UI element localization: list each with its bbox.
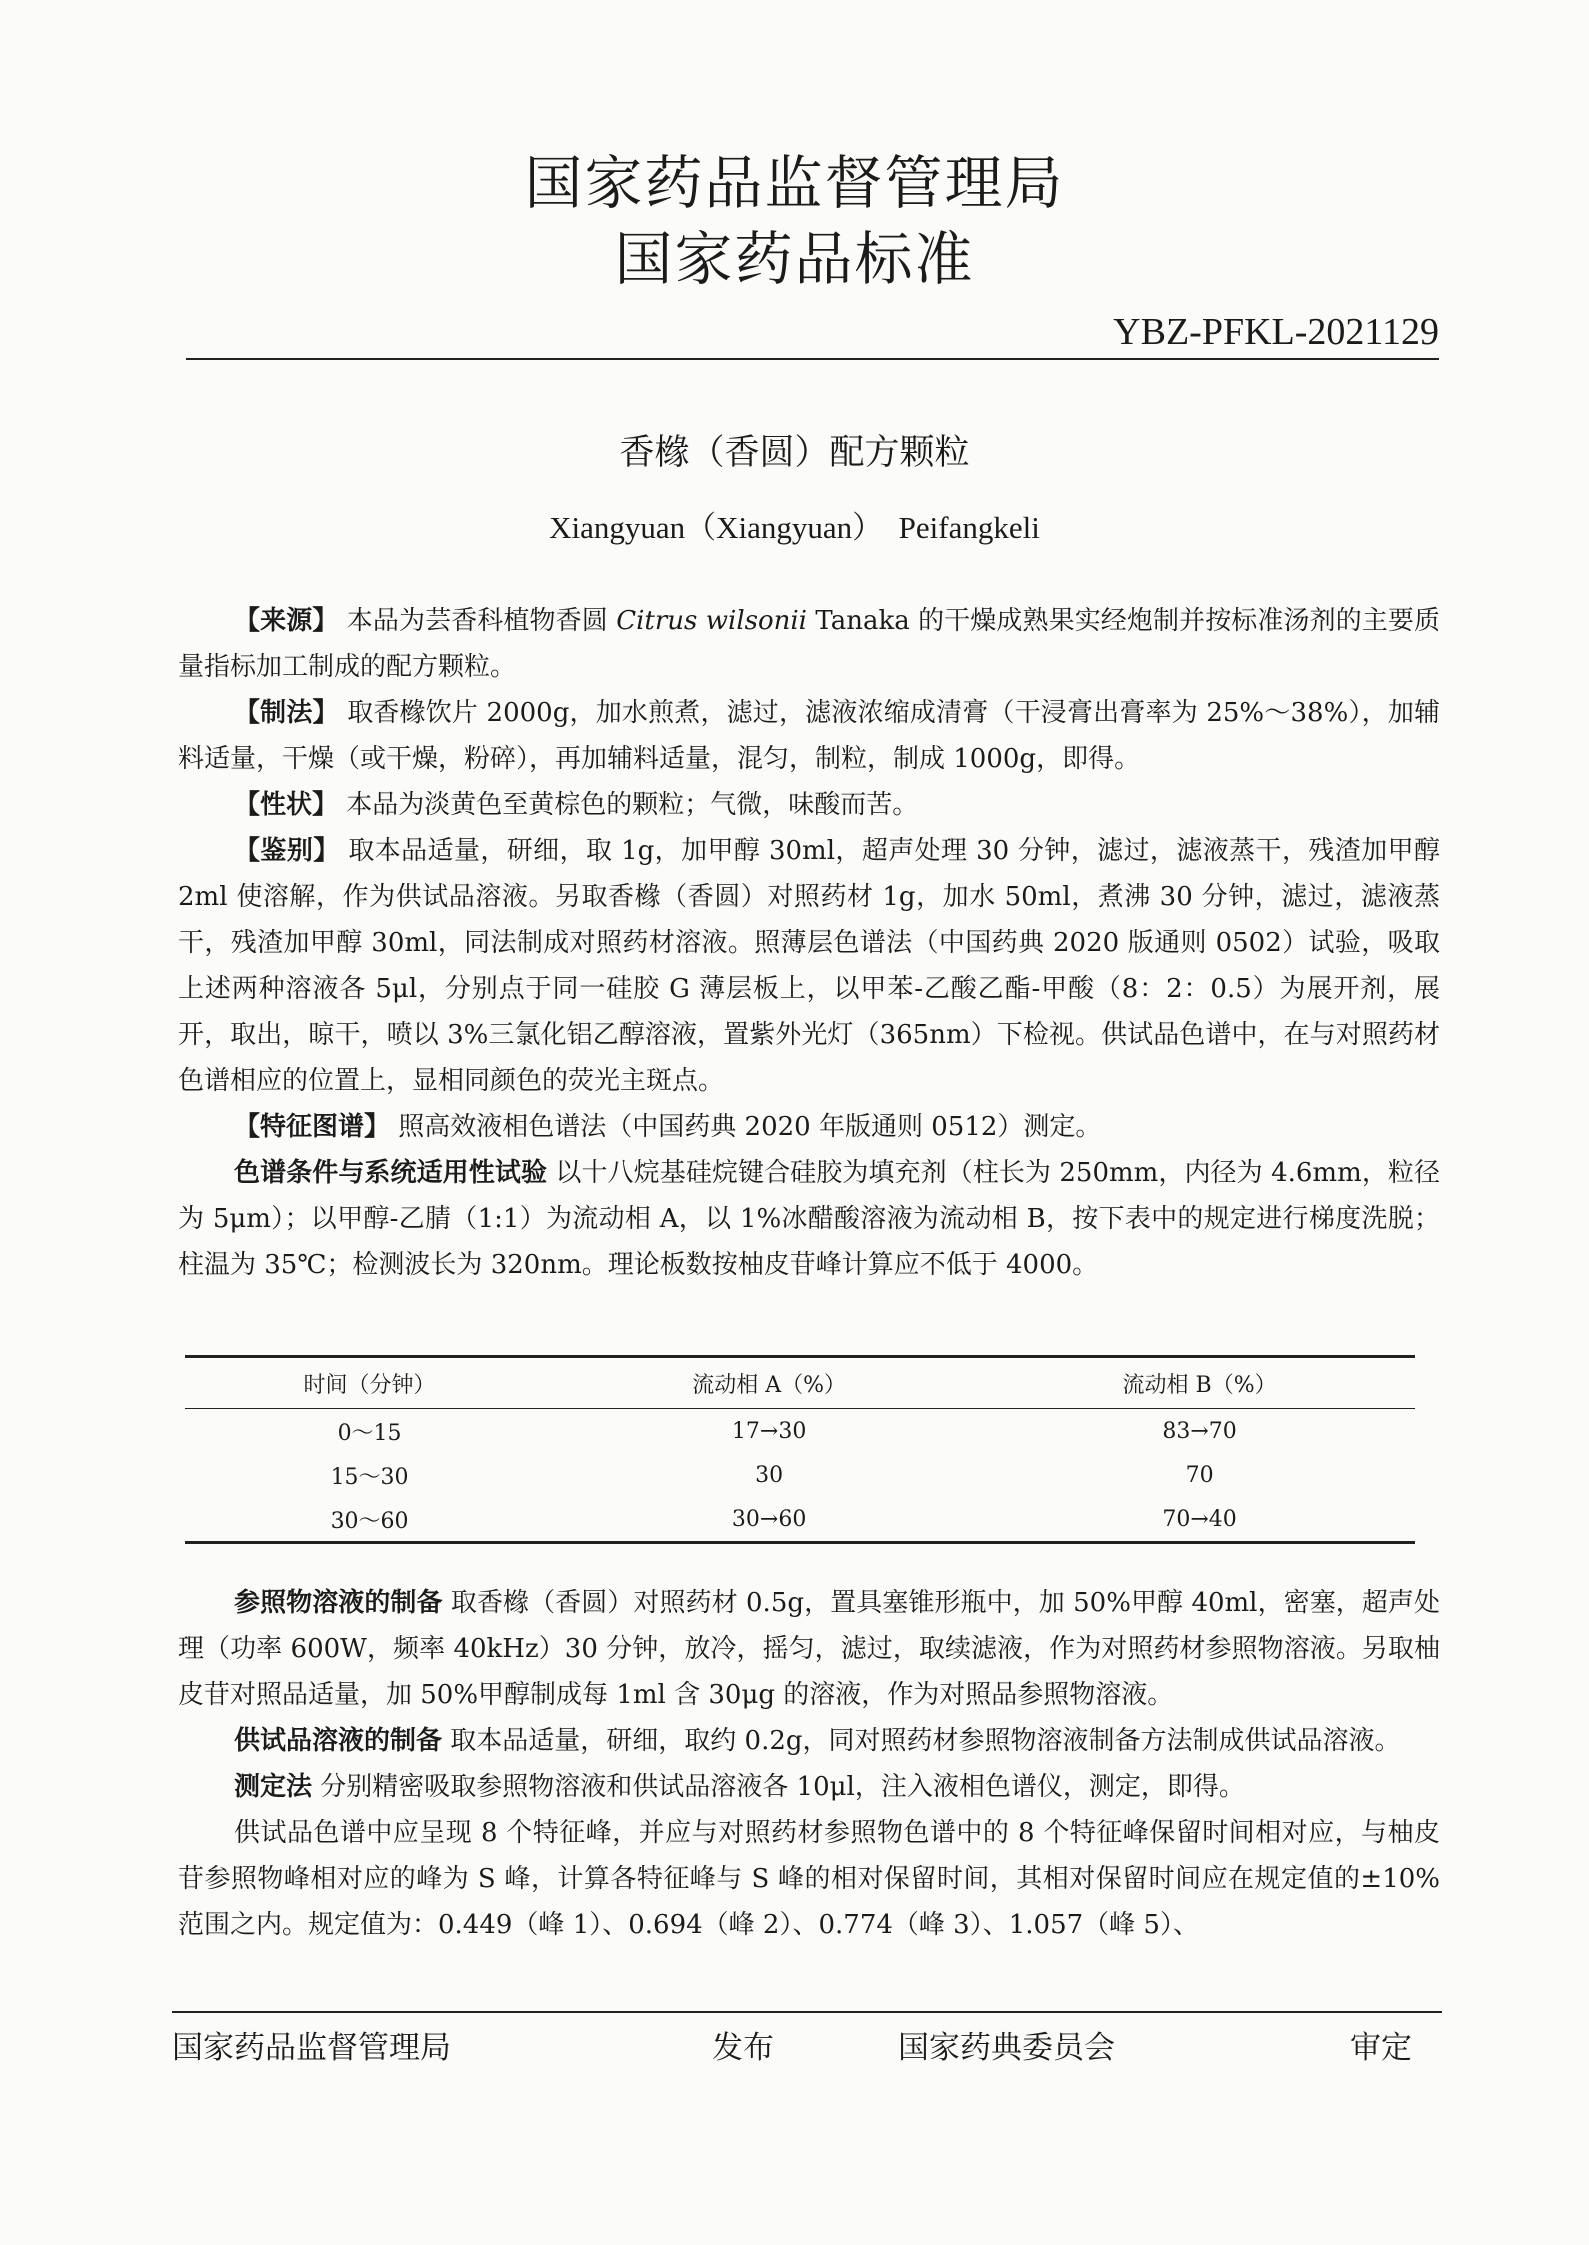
body-upper — [178, 598, 1440, 1288]
table-row — [185, 1497, 1415, 1543]
conditions-text: 以十八烷基硅烷键合硅胶为填充剂（柱长为 250mm，内径为 4.6mm，粒径为 5μm）；以甲醇-乙腈（1:1）为流动相 A，以 1%冰醋酸溶液为流动相 B，按下表中的规定进行梯度洗脱；柱温为 35℃；检测波长为 320nm。理论板数按柚皮苷峰计算应不低于 4000。 — [178, 1158, 1440, 1280]
gradient-table — [185, 1355, 1415, 1544]
determination-label: 测定法 — [234, 1772, 313, 1802]
method-text: 取香橼饮片 2000g，加水煎煮，滤过，滤液浓缩成清膏（干浸膏出膏率为 25%～38%），加辅料适量，干燥（或干燥，粉碎），再加辅料适量，混匀，制粒，制成 1000g，即得。 — [178, 698, 1440, 774]
footer-review: 审定 — [1350, 2030, 1412, 2066]
table-cell: 15～30 — [330, 1464, 409, 1490]
table-cell: 30→60 — [554, 1497, 984, 1543]
agency-title: 国家药品监督管理局 — [524, 149, 1065, 217]
reference-text: 取香橼（香圆）对照药材 0.5g，置具塞锥形瓶中，加 50%甲醇 40ml，密塞，超声处理（功率 600W，频率 40kHz）30 分钟，放冷，摇匀，滤过，取续滤液，作为对照药材参照物溶液。另取柚皮苷对照品适量，加 50%甲醇制成每 1ml 含 30μg 的溶液，作为对照品参照物溶液。 — [178, 1588, 1440, 1710]
table-cell: 70→40 — [984, 1497, 1415, 1543]
source-text-after: Tanaka 的干燥成熟果实经炮制并按标准汤剂的主要质量指标加工制成的配方颗粒。 — [178, 606, 1441, 682]
method-label: 【制法】 — [234, 698, 339, 728]
test-solution-paragraph — [178, 1718, 1440, 1764]
reference-paragraph — [178, 1580, 1440, 1718]
standard-title: 国家药品标准 — [614, 225, 975, 293]
fingerprint-text: 照高效液相色谱法（中国药典 2020 年版通则 0512）测定。 — [398, 1112, 1102, 1142]
result-text: 供试品色谱中应呈现 8 个特征峰，并应与对照药材参照物色谱中的 8 个特征峰保留时间相对应，与柚皮苷参照物峰相对应的峰为 S 峰，计算各特征峰与 S 峰的相对保留时间，其相对保留时间应在规定值的±10%范围之内。规定值为：0.449（峰 1）、0.694（峰 2）、0.774（峰 3）、1.057（峰 5）、 — [178, 1818, 1440, 1940]
fingerprint-paragraph — [178, 1104, 1440, 1150]
source-text-before: 本品为芸香科植物香圆 — [346, 606, 617, 636]
result-paragraph — [178, 1810, 1440, 1948]
body-lower — [178, 1580, 1440, 1948]
conditions-label: 色谱条件与系统适用性试验 — [234, 1158, 548, 1188]
table-header-cell: 流动相 A（%） — [554, 1357, 984, 1409]
determination-paragraph — [178, 1764, 1440, 1810]
footer-issuer: 国家药品监督管理局 — [172, 2030, 451, 2066]
source-label: 【来源】 — [234, 606, 339, 636]
test-solution-label: 供试品溶液的制备 — [234, 1726, 443, 1756]
table-cell: 30～60 — [185, 1497, 554, 1543]
identification-paragraph — [178, 828, 1440, 1104]
identification-label: 【鉴别】 — [234, 836, 340, 866]
table-row — [185, 1453, 1415, 1497]
reference-label: 参照物溶液的制备 — [234, 1588, 443, 1618]
determination-text: 分别精密吸取参照物溶液和供试品溶液各 10μl，注入液相色谱仪，测定，即得。 — [320, 1772, 1245, 1802]
table-header-cell: 流动相 B（%） — [984, 1357, 1415, 1409]
character-label: 【性状】 — [234, 790, 339, 820]
table-cell: 17→30 — [731, 1418, 807, 1444]
product-title-en: Xiangyuan（Xiangyuan） Peifangkeli — [549, 510, 1040, 545]
fingerprint-label: 【特征图谱】 — [234, 1112, 391, 1142]
table-header-row — [185, 1357, 1415, 1409]
identification-text: 取本品适量，研细，取 1g，加甲醇 30ml，超声处理 30 分钟，滤过，滤液蒸干，残渣加甲醇 2ml 使溶解，作为供试品溶液。另取香橼（香圆）对照药材 1g，加水 50ml，煮沸 30 分钟，滤过，滤液蒸干，残渣加甲醇 30ml，同法制成对照药材溶液。照薄层色谱法（中国药典 2020 版通则 0502）试验，吸取上述两种溶液各 5μl，分别点于同一硅胶 G 薄层板上，以甲苯-乙酸乙酯-甲酸（8：2：0.5）为展开剂，展开，取出，晾干，喷以 3%三氯化铝乙醇溶液，置紫外光灯（365nm）下检视。供试品色谱中，在与对照药材色谱相应的位置上，显相同颜色的荧光主斑点。 — [178, 836, 1441, 1096]
table-cell: 30 — [755, 1462, 784, 1488]
conditions-paragraph — [178, 1150, 1440, 1288]
footer-issue: 发布 — [712, 2030, 774, 2066]
table-cell: 0～15 — [337, 1420, 402, 1446]
source-latin-name: Citrus wilsonii — [616, 606, 808, 636]
header-rule — [186, 358, 1439, 360]
footer-rule — [172, 2011, 1442, 2013]
character-text: 本品为淡黄色至黄棕色的颗粒；气微，味酸而苦。 — [346, 790, 919, 820]
method-paragraph — [178, 690, 1440, 782]
standard-code: YBZ-PFKL-2021129 — [1113, 311, 1439, 353]
table-cell: 83→70 — [1162, 1418, 1237, 1444]
test-solution-text: 取本品适量，研细，取约 0.2g，同对照药材参照物溶液制备方法制成供试品溶液。 — [450, 1726, 1401, 1756]
footer-reviewer: 国家药典委员会 — [898, 2030, 1115, 2066]
table-header-cell: 时间（分钟） — [185, 1357, 554, 1409]
table-row — [185, 1409, 1415, 1454]
table-cell: 70 — [1185, 1462, 1214, 1488]
character-paragraph — [178, 782, 1440, 828]
product-title-zh: 香橼（香圆）配方颗粒 — [619, 433, 970, 473]
source-paragraph — [178, 598, 1440, 690]
